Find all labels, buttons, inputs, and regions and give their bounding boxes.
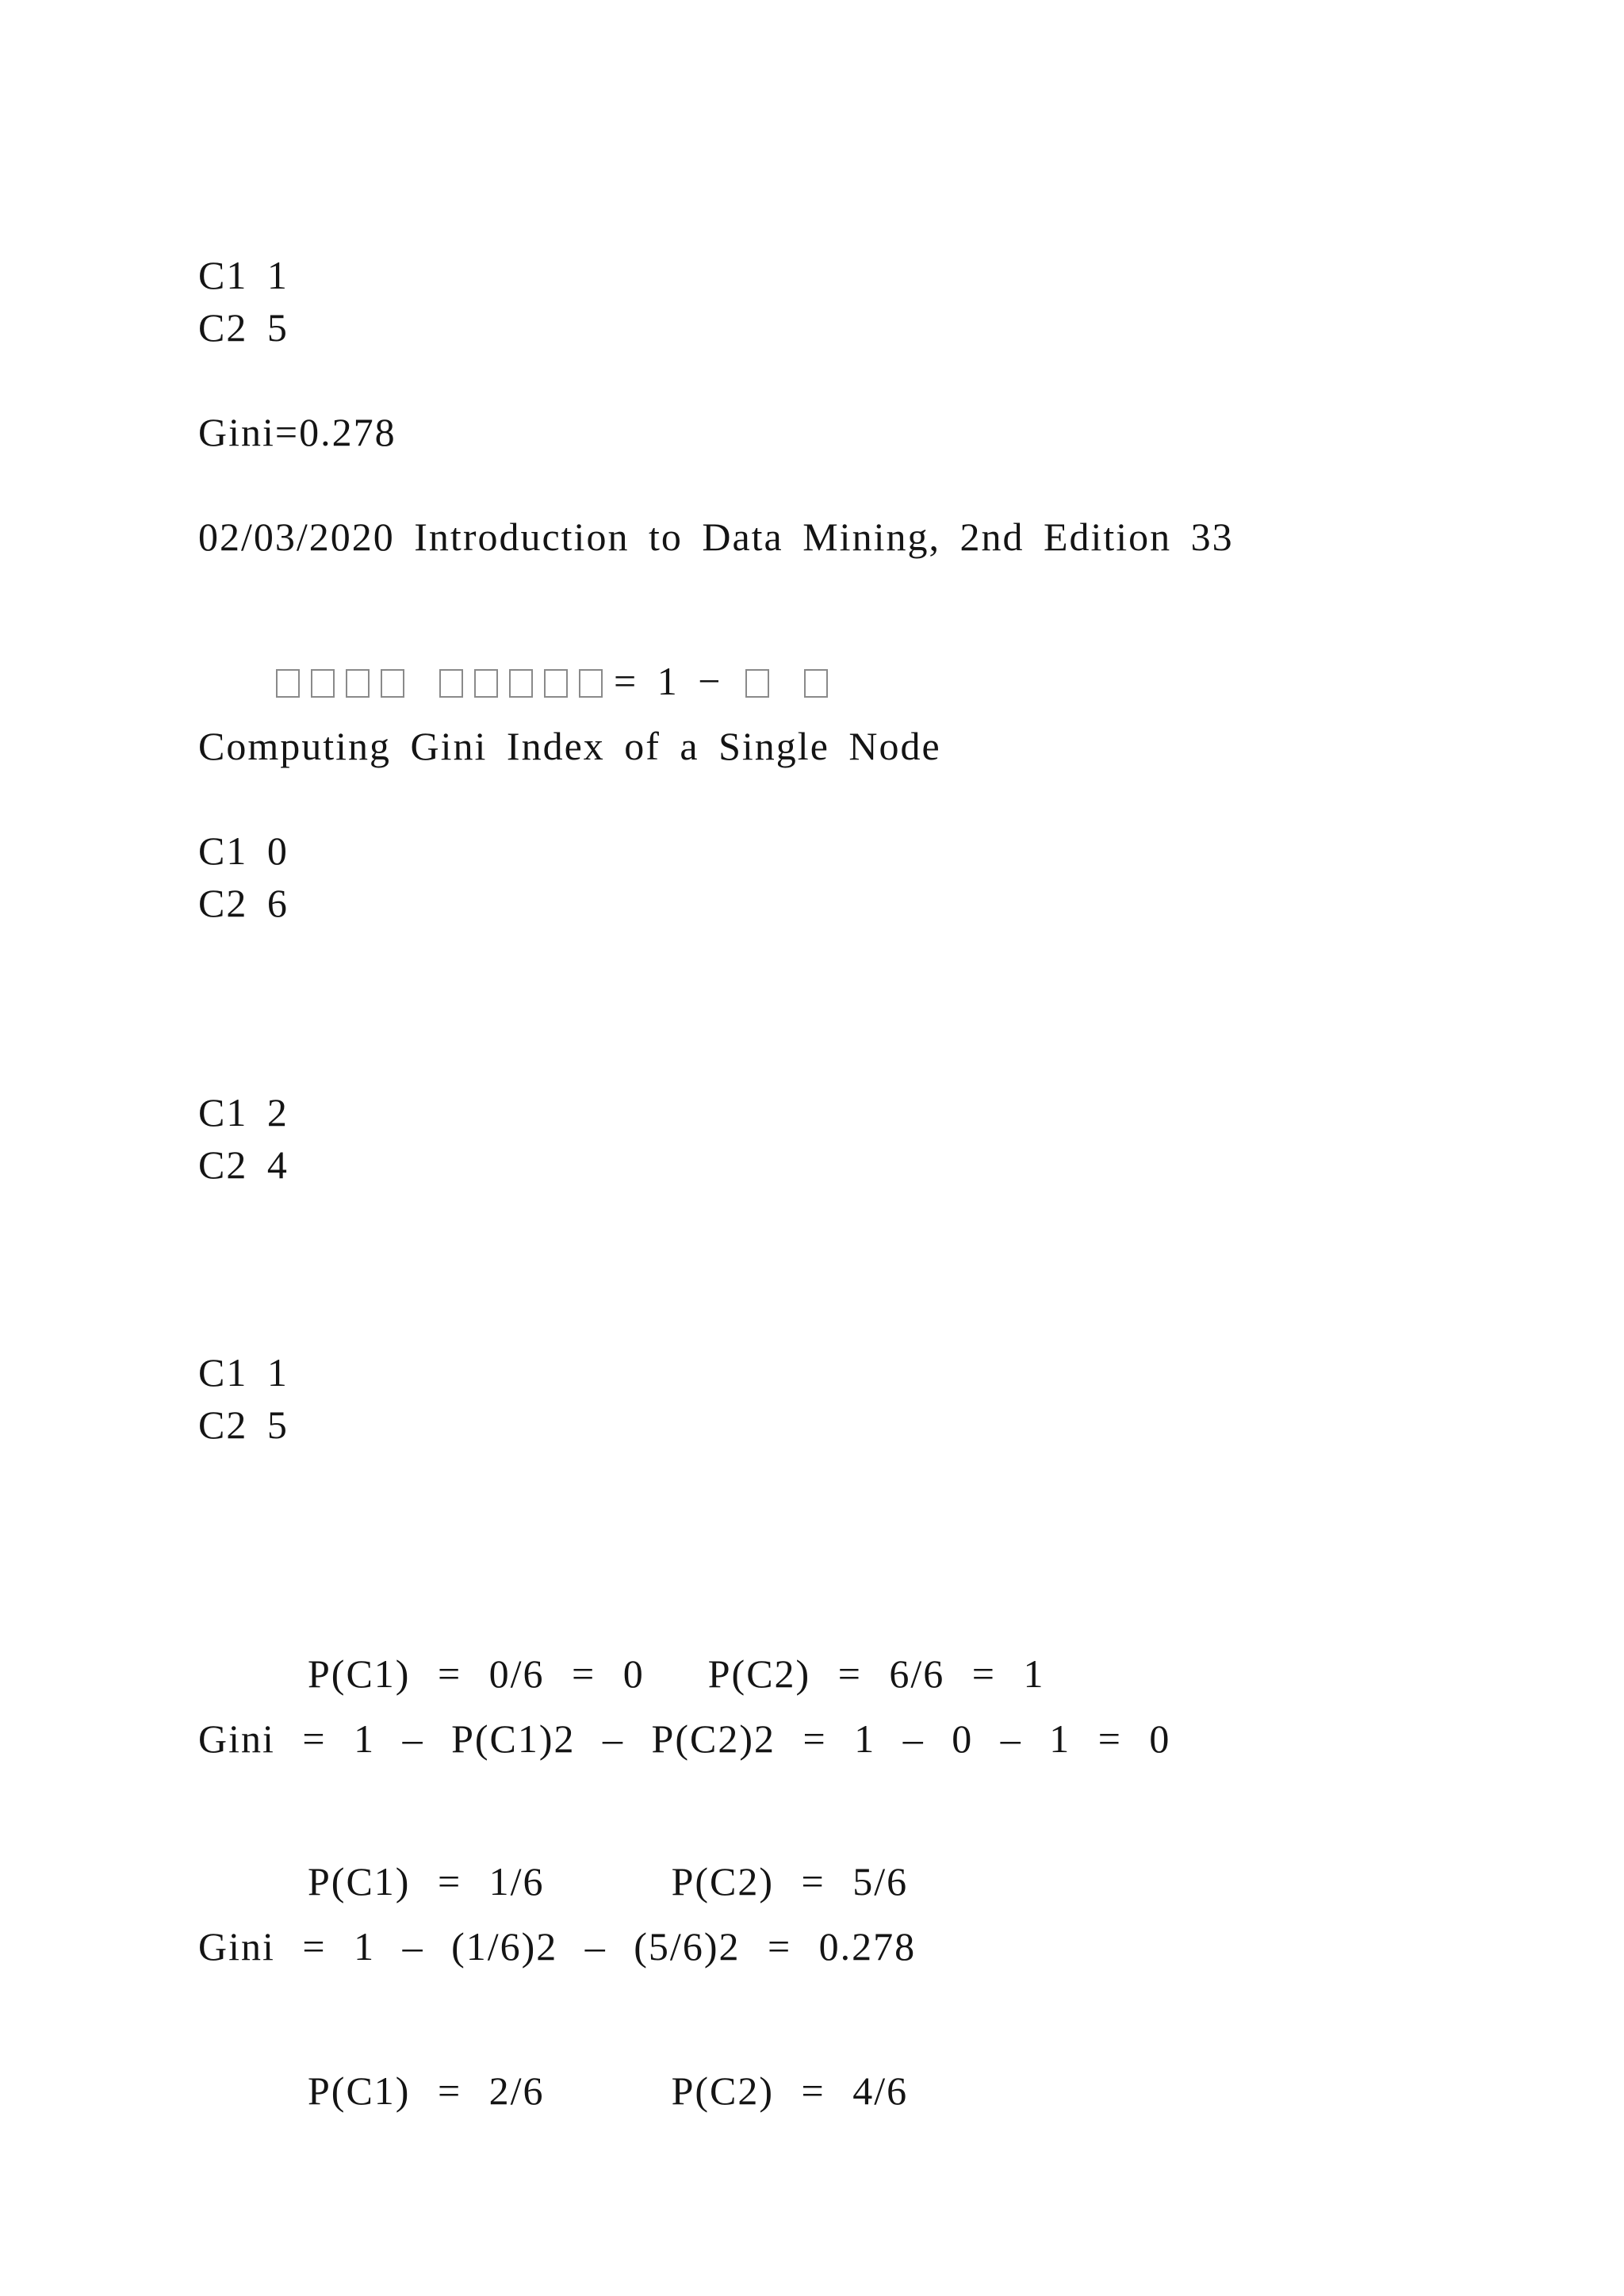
missing-glyph-icon bbox=[579, 669, 603, 698]
case-3-p2: P(C2) = 4/6 bbox=[671, 2068, 909, 2113]
case-3-p1: P(C1) = 2/6 bbox=[308, 2068, 545, 2113]
table-1-row-c2: C2 6 bbox=[198, 881, 289, 925]
case-2-p1: P(C1) = 1/6 bbox=[308, 1859, 545, 1904]
table-2-row-c1: C1 2 bbox=[198, 1090, 289, 1135]
missing-glyph-icon bbox=[276, 669, 300, 698]
missing-glyph-icon bbox=[804, 669, 828, 698]
missing-glyph-icon bbox=[745, 669, 769, 698]
missing-glyph-icon bbox=[346, 669, 370, 698]
case-2-gini: Gini = 1 – (1/6)2 – (5/6)2 = 0.278 bbox=[198, 1924, 917, 1969]
missing-glyph-icon bbox=[544, 669, 568, 698]
top-table-row-c1: C1 1 bbox=[198, 253, 289, 297]
table-2-row-c2: C2 4 bbox=[198, 1142, 289, 1187]
table-1-row-c1: C1 0 bbox=[198, 828, 289, 873]
formula-line bbox=[198, 622, 839, 740]
missing-glyph-icon bbox=[474, 669, 498, 698]
missing-glyph-icon bbox=[509, 669, 533, 698]
missing-glyph-icon bbox=[311, 669, 335, 698]
section-heading: Computing Gini Index of a Single Node bbox=[198, 724, 941, 768]
case-2-p2: P(C2) = 5/6 bbox=[671, 1859, 909, 1904]
case-2-probabilities bbox=[198, 1822, 908, 1941]
missing-glyph-icon bbox=[439, 669, 463, 698]
gini-result: Gini=0.278 bbox=[198, 410, 396, 454]
table-3-row-c2: C2 5 bbox=[198, 1402, 289, 1447]
case-1-gini: Gini = 1 – P(C1)2 – P(C2)2 = 1 – 0 – 1 = 0 bbox=[198, 1716, 1171, 1761]
case-1-probabilities bbox=[198, 1614, 1045, 1733]
case-1-p2: P(C2) = 6/6 = 1 bbox=[707, 1651, 1045, 1696]
case-1-p1: P(C1) = 0/6 = 0 bbox=[308, 1651, 645, 1696]
formula-symbols: = 1 − bbox=[614, 659, 722, 703]
case-3-probabilities bbox=[198, 2031, 908, 2150]
table-3-row-c1: C1 1 bbox=[198, 1350, 289, 1395]
top-table-row-c2: C2 5 bbox=[198, 305, 289, 350]
missing-glyph-icon bbox=[381, 669, 404, 698]
slide-footer: 02/03/2020 Introduction to Data Mining, 2nd Edition 33 bbox=[198, 515, 1234, 559]
